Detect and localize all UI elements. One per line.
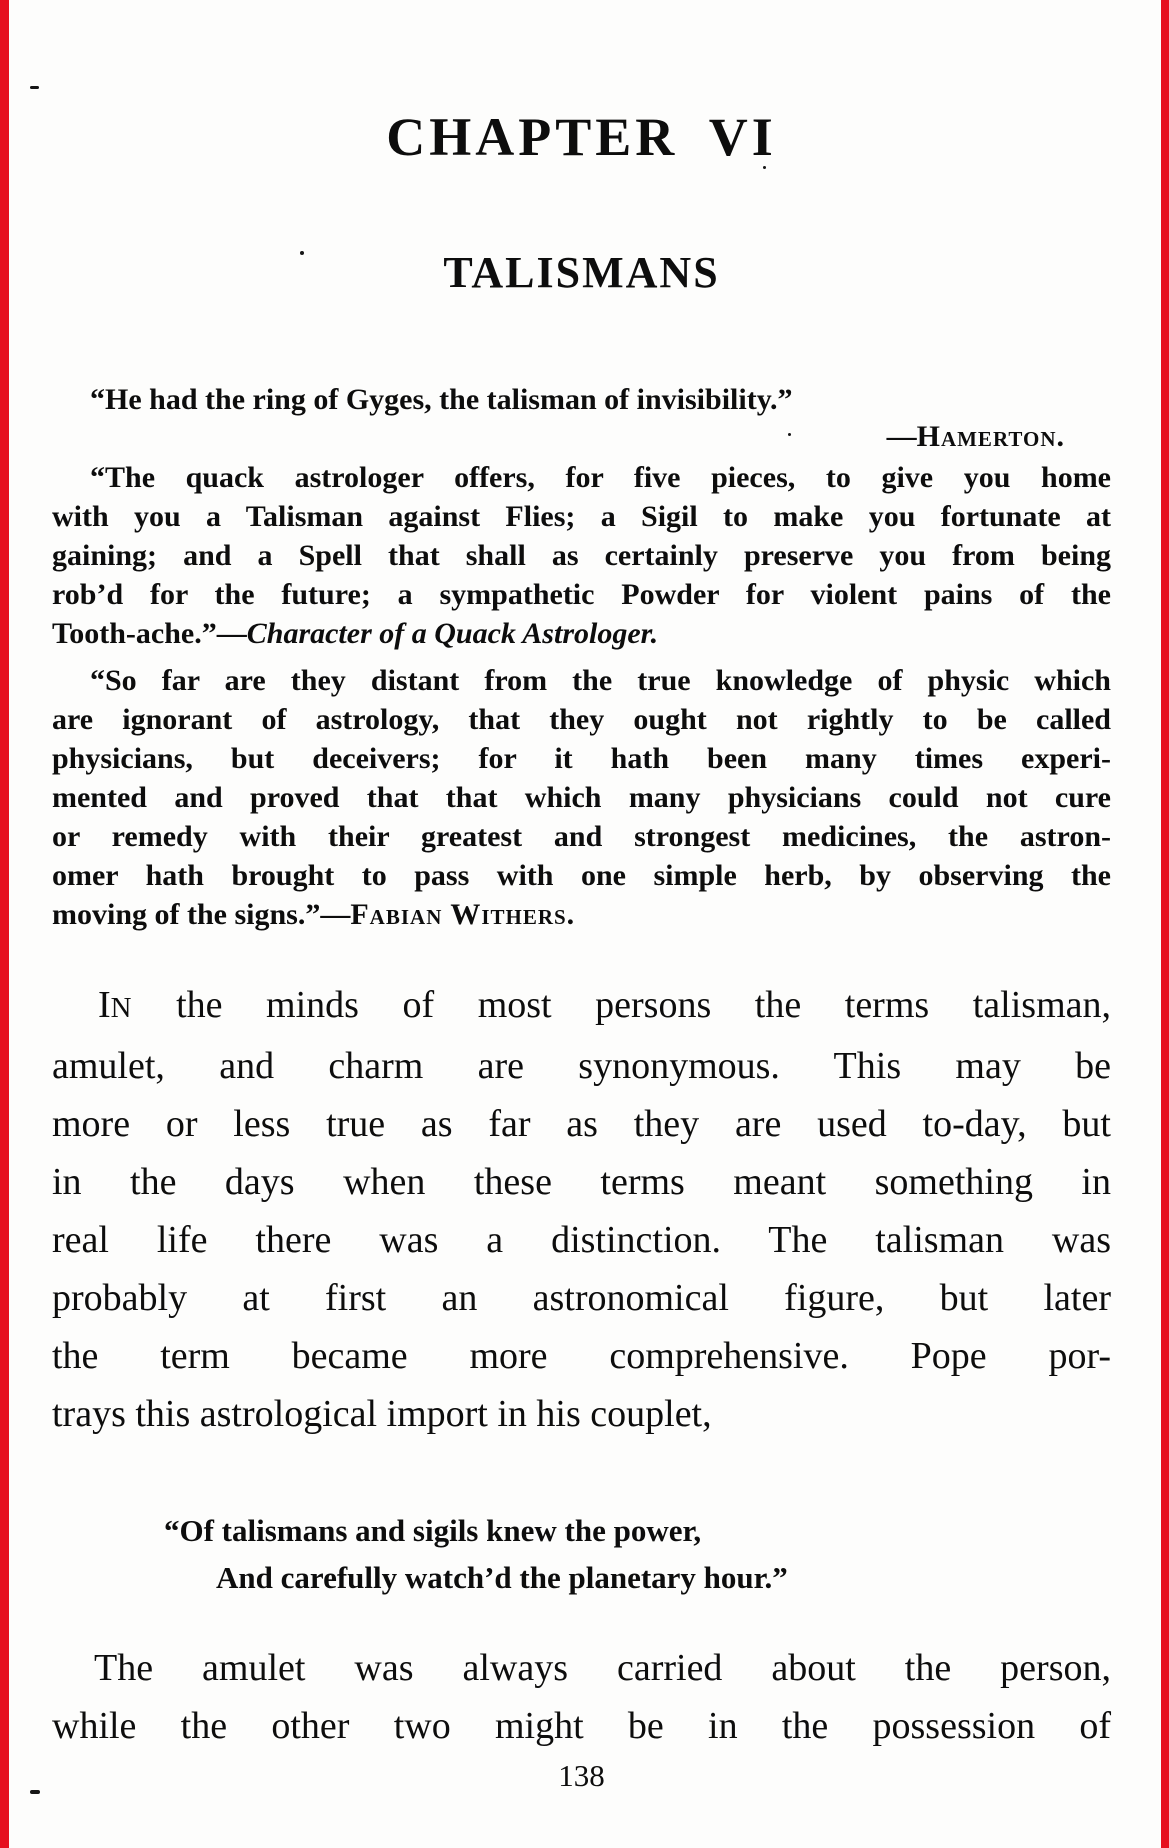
text-line: amulet, and charm are synonymous. This may be [52, 1045, 1111, 1087]
text-line: The amulet was always carried about the person, [94, 1647, 1111, 1689]
chapter-heading: CHAPTER VI [386, 107, 777, 167]
body1-first-line [52, 976, 1111, 1037]
epigraph-withers-last-plain: moving of the signs.”— [52, 898, 351, 931]
text-line: And carefully watch’d the planetary hour.” [216, 1560, 788, 1595]
chapter-title: TALISMANS [443, 248, 720, 297]
text-line: or remedy with their greatest and strongest medicines, the astron- [52, 820, 1111, 853]
body2-lines [52, 1639, 1111, 1755]
lead-small-cap: N [110, 992, 133, 1024]
text-line: in the days when these terms meant something in [52, 1161, 1111, 1203]
epigraph-quack-last-line [52, 614, 1111, 653]
body-paragraph-2 [52, 1639, 1111, 1755]
epigraph-withers-lines [52, 661, 1111, 895]
attribution-author: Hamerton. [916, 420, 1065, 453]
epigraph-withers-author: Fabian Withers. [350, 898, 576, 931]
text-line: mented and proved that that which many physicians could not cure [52, 781, 1111, 814]
text-line: omer hath brought to pass with one simple herb, by observing the [52, 859, 1111, 892]
epigraph-quack-last-plain: Tooth-ache.”— [52, 617, 247, 650]
epigraph-fabian-withers [52, 661, 1111, 934]
text-line: rob’d for the future; a sympathetic Powder for violent pains of the [52, 578, 1111, 611]
scan-speck [30, 1790, 40, 1794]
text-line: the term became more comprehensive. Pope por- [52, 1335, 1111, 1377]
page-content [52, 0, 1111, 1795]
epigraph-hamerton-attribution [52, 419, 1111, 458]
text-line: real life there was a distinction. The talisman was [52, 1219, 1111, 1261]
left-page-edge-red [0, 0, 9, 1848]
epigraph-hamerton [52, 380, 1111, 458]
attribution-dash: — [886, 420, 917, 453]
page-number: 138 [558, 1758, 605, 1793]
text-line: gaining; and a Spell that shall as certainly preserve you from being [52, 539, 1111, 572]
epigraph-hamerton-text: “He had the ring of Gyges, the talisman of invisibility.” [90, 383, 793, 416]
scan-speck [30, 86, 39, 89]
epigraph-quack-source-italic: Character of a Quack Astrologer. [246, 617, 659, 650]
right-page-edge-red [1161, 0, 1169, 1848]
epigraph-quack-lines [52, 458, 1111, 614]
text-line: “So far are they distant from the true knowledge of physic which [90, 664, 1111, 697]
body1-lines [52, 1037, 1111, 1385]
text-line: are ignorant of astrology, that they ought not rightly to be called [52, 703, 1111, 736]
text-line: “Of talismans and sigils knew the power, [164, 1513, 702, 1548]
body1-last-line: trays this astrological import in his couplet, [52, 1393, 712, 1435]
body1-first-rest: the minds of most persons the terms talisman, [132, 984, 1111, 1026]
text-line: physicians, but deceivers; for it hath been many times experi- [52, 742, 1111, 775]
epigraph-withers-last-line [52, 895, 1111, 934]
pope-couplet [164, 1507, 1111, 1601]
text-line: probably at first an astronomical figure, but later [52, 1277, 1111, 1319]
text-line: “The quack astrologer offers, for five pieces, to give you home [90, 461, 1111, 494]
body-paragraph-1 [52, 976, 1111, 1443]
text-line: while the other two might be in the possession of [52, 1705, 1111, 1747]
text-line: with you a Talisman against Flies; a Sigil to make you fortunate at [52, 500, 1111, 533]
lead-capital: I [98, 984, 111, 1026]
epigraph-quack-astrologer [52, 458, 1111, 653]
text-line: more or less true as far as they are used to-day, but [52, 1103, 1111, 1145]
